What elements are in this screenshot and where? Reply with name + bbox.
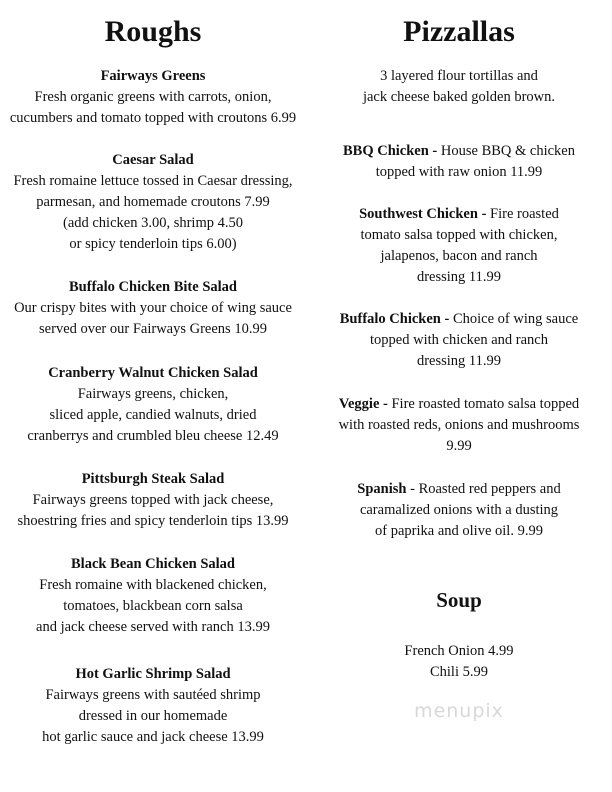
menu-item <box>0 363 306 447</box>
intro-line: 3 layered flour tortillas and <box>380 68 538 84</box>
soup-list <box>306 641 612 683</box>
menu-item <box>306 204 612 288</box>
item-name: BBQ Chicken <box>342 143 429 159</box>
item-name: Cranberry Walnut Chicken Salad <box>48 365 258 381</box>
item-description: Fire roasted <box>490 206 559 222</box>
roughs-heading: Roughs <box>104 15 202 48</box>
item-separator: - <box>379 396 392 412</box>
item-description: sliced apple, candied walnuts, dried <box>49 407 257 423</box>
item-description: Roasted red peppers and <box>418 481 561 497</box>
menu-item <box>0 66 306 129</box>
item-separator: - <box>428 143 441 159</box>
item-name: Buffalo Chicken Bite Salad <box>69 279 237 295</box>
menu-item <box>306 141 612 183</box>
menu-item <box>0 277 306 340</box>
pizzallas-intro <box>306 66 612 108</box>
item-description: Fresh romaine with blackened chicken, <box>39 577 267 593</box>
menu-item <box>0 469 306 532</box>
item-description: shoestring fries and spicy tenderloin tips 13.99 <box>17 513 289 529</box>
menupix-watermark: menupix <box>414 700 504 722</box>
item-description: Fairways greens, chicken, <box>77 386 229 402</box>
item-separator: - <box>440 311 453 327</box>
item-description: dressing 11.99 <box>416 269 502 285</box>
item-description: jalapenos, bacon and ranch <box>380 248 538 264</box>
item-description: Our crispy bites with your choice of wing sauce <box>14 300 292 316</box>
menu-item <box>0 664 306 748</box>
item-name: Black Bean Chicken Salad <box>71 556 235 572</box>
item-description: Fresh organic greens with carrots, onion, <box>34 89 272 105</box>
menu-item <box>306 479 612 542</box>
soup-heading: Soup <box>436 588 482 612</box>
item-description: topped with raw onion 11.99 <box>375 164 543 180</box>
item-description: and jack cheese served with ranch 13.99 <box>36 619 270 635</box>
item-description: hot garlic sauce and jack cheese 13.99 <box>42 729 264 745</box>
pizzallas-heading: Pizzallas <box>403 15 515 48</box>
item-description: of paprika and olive oil. 9.99 <box>375 523 543 539</box>
item-description: Fairways greens topped with jack cheese, <box>32 492 274 508</box>
soup-item: Chili 5.99 <box>429 664 488 680</box>
item-description: with roasted reds, onions and mushrooms <box>338 417 580 433</box>
item-name: Pittsburgh Steak Salad <box>81 471 225 487</box>
item-description: served over our Fairways Greens 10.99 <box>39 321 267 337</box>
item-description: tomatoes, blackbean corn salsa <box>63 598 243 614</box>
item-description: Fresh romaine lettuce tossed in Caesar dressing, <box>13 173 293 189</box>
soup-item: French Onion 4.99 <box>404 643 514 659</box>
menu-item <box>306 394 612 457</box>
item-description: dressing 11.99 <box>416 353 502 369</box>
item-description: topped with chicken and ranch <box>370 332 548 348</box>
menu-item <box>0 554 306 638</box>
item-name: Veggie <box>338 396 380 412</box>
menu-item <box>0 150 306 255</box>
item-name: Buffalo Chicken <box>339 311 441 327</box>
item-description: caramalized onions with a dusting <box>359 502 559 518</box>
item-description: 9.99 <box>446 438 472 454</box>
item-separator: - <box>406 481 419 497</box>
item-description: tomato salsa topped with chicken, <box>360 227 558 243</box>
item-description: cranberrys and crumbled bleu cheese 12.49 <box>27 428 279 444</box>
item-description: Fairways greens with sautéed shrimp <box>45 687 261 703</box>
item-name: Hot Garlic Shrimp Salad <box>75 666 231 682</box>
item-description: Fire roasted tomato salsa topped <box>391 396 580 412</box>
item-description: Choice of wing sauce <box>452 311 579 327</box>
item-name: Spanish <box>357 481 407 497</box>
intro-line: jack cheese baked golden brown. <box>362 89 556 105</box>
item-name: Caesar Salad <box>112 152 194 168</box>
item-description: parmesan, and homemade croutons 7.99 <box>36 194 270 210</box>
item-separator: - <box>477 206 491 222</box>
item-description: or spicy tenderloin tips 6.00) <box>69 236 237 252</box>
item-description: dressed in our homemade <box>78 708 228 724</box>
item-name: Fairways Greens <box>100 68 206 84</box>
item-description: (add chicken 3.00, shrimp 4.50 <box>62 215 243 231</box>
item-name: Southwest Chicken <box>359 206 478 222</box>
item-description: House BBQ & chicken <box>440 143 575 159</box>
menu-item <box>306 309 612 372</box>
item-description: cucumbers and tomato topped with croutons 6.99 <box>9 110 297 126</box>
